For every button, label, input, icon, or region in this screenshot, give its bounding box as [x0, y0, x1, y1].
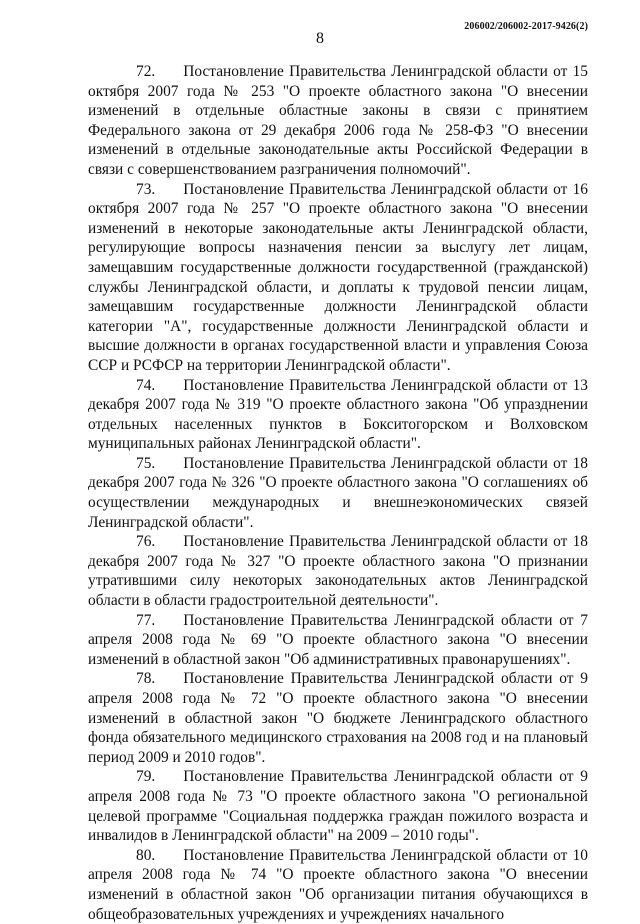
paragraph-text: Постановление Правительства Ленинградской области от 9 апреля 2008 года № 73 "О проекте областного закона "О региональной целевой программе "Социальная поддержка граждан пожилого возраста и инвалидов в Ленинградской области" на 2009 – 2010 годы".	[88, 768, 588, 845]
paragraph-number: 75.	[136, 454, 156, 472]
paragraph-text: Постановление Правительства Ленинградской области от 18 декабря 2007 года № 327 "О проекте областного закона "О признании утратившими силу некоторых законодательных актов Ленинградской области в области градостроительной деятельности".	[88, 533, 588, 610]
paragraph-73	[88, 180, 588, 376]
paragraph-text: Постановление Правительства Ленинградской области от 16 октября 2007 года № 257 "О проекте областного закона "О внесении изменений в некоторые законодательные акты Ленинградской области, регулирующие вопросы назначения пенсии за выслугу лет лицам, замещавшим государственные должности государственной (гражданской) службы Ленинградской области, и доплаты к трудовой пенсии лицам, замещавшим государственные должности Ленинградской области категории "А", государственные должности Ленинградской области и высшие должности в органах государственной власти и управления Союза ССР и РСФСР на территории Ленинградской области".	[88, 180, 588, 374]
paragraph-number: 72.	[136, 63, 156, 80]
paragraph-number: 78.	[136, 670, 156, 688]
paragraph-79	[88, 767, 588, 845]
paragraph-text: Постановление Правительства Ленинградской области от 9 апреля 2008 года № 72 "О проекте областного закона "О внесении изменений в областной закон "О бюджете Ленинградского областного фонда обязательного медицинского страхования на 2008 год и на плановый период 2009 и 2010 годов".	[88, 670, 588, 766]
paragraph-number: 73.	[136, 180, 156, 198]
document-id: 206002/206002-2017-9426(2)	[464, 21, 588, 32]
paragraph-number: 80.	[136, 846, 156, 864]
paragraph-text: Постановление Правительства Ленинградской области от 13 декабря 2007 года № 319 "О проекте областного закона "Об упразднении отдельных населенных пунктов в Бокситогорском и Волховском муниципальных районах Ленинградской области".	[88, 376, 588, 453]
paragraph-number: 79.	[136, 768, 156, 786]
paragraph-72	[88, 62, 588, 180]
paragraph-number: 77.	[136, 611, 156, 629]
document-body	[88, 62, 588, 924]
paragraph-number: 74.	[136, 376, 156, 394]
page-number: 8	[316, 30, 324, 47]
paragraph-text: Постановление Правительства Ленинградской области от 10 апреля 2008 года № 74 "О проекте областного закона "О внесении изменений в областной закон "Об организации питания обучающихся в общеобразовательных учреждениях и учреждениях начального	[88, 846, 588, 923]
paragraph-78	[88, 669, 588, 767]
paragraph-75	[88, 454, 588, 532]
paragraph-77	[88, 611, 588, 670]
paragraph-text: Постановление Правительства Ленинградской области от 7 апреля 2008 года № 69 "О проекте областного закона "О внесении изменений в областной закон "Об административных правонарушениях".	[88, 611, 588, 668]
paragraph-76	[88, 532, 588, 610]
paragraph-74	[88, 376, 588, 454]
paragraph-number: 76.	[136, 533, 156, 551]
paragraph-80	[88, 846, 588, 924]
paragraph-text: Постановление Правительства Ленинградской области от 18 декабря 2007 года № 326 "О проекте областного закона "О соглашениях об осуществлении международных и внешнеэкономических связей Ленинградской области".	[88, 454, 588, 531]
paragraph-text: Постановление Правительства Ленинградской области от 15 октября 2007 года № 253 "О проекте областного закона "О внесении изменений в отдельные областные законы в связи с принятием Федерального закона от 29 декабря 2006 года № 258-ФЗ "О внесении изменений в отдельные законодательные акты Российской Федерации в связи с совершенствованием разграничения полномочий".	[88, 63, 588, 178]
